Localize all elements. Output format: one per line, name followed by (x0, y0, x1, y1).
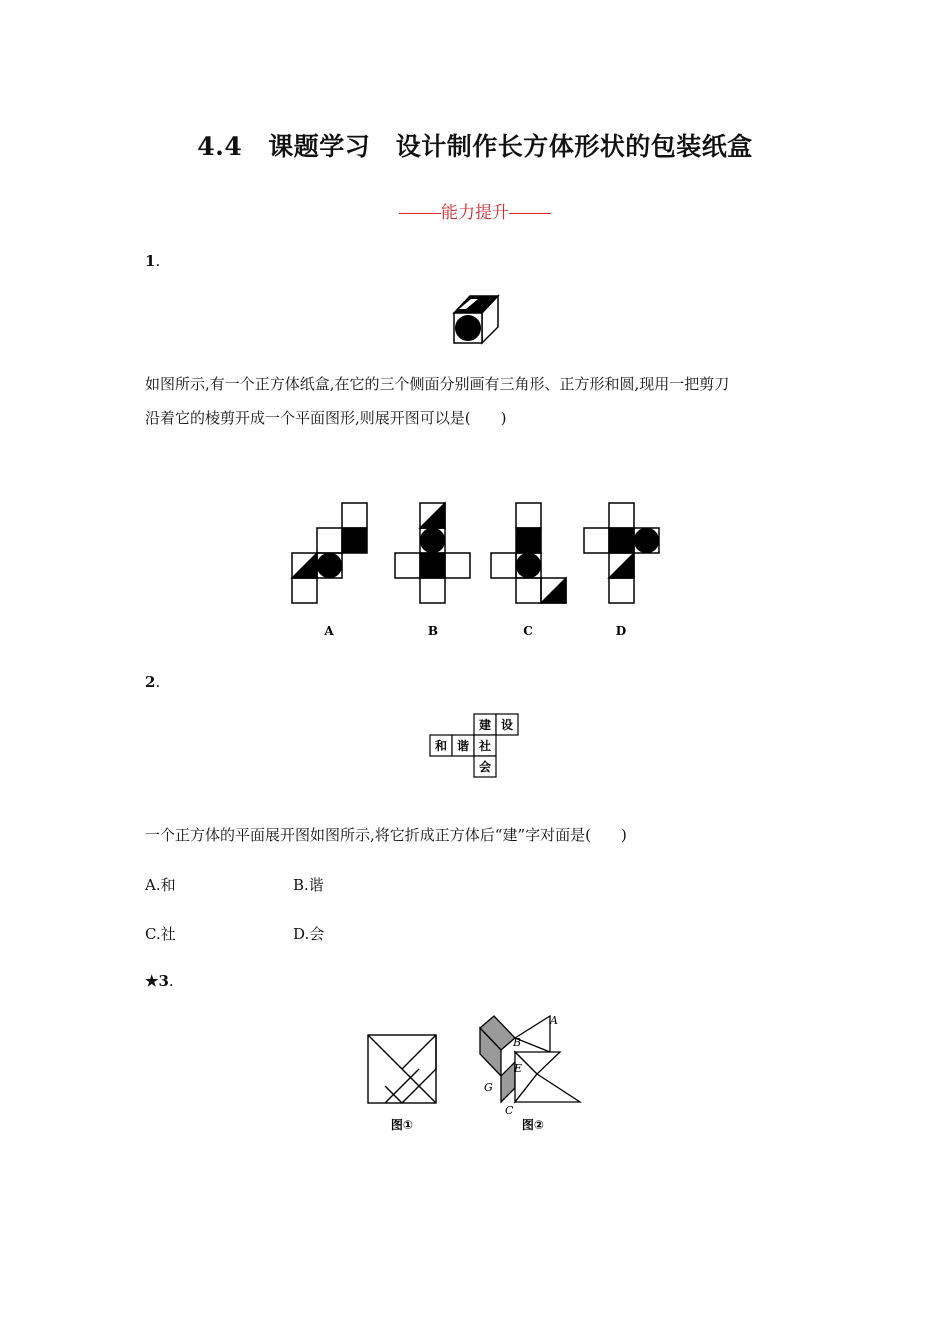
option-d-label: D (615, 624, 627, 638)
option-a-net (292, 503, 367, 603)
net-cell-xie: 谐 (456, 739, 470, 753)
tangram-figure (360, 1010, 600, 1140)
label-g: G (484, 1081, 493, 1094)
net-cell-she2: 社 (478, 739, 492, 753)
label-a: A (550, 1014, 558, 1027)
question-1-text (145, 367, 729, 435)
label-c: C (505, 1104, 514, 1117)
question-1-line-2: 沿着它的棱剪开成一个平面图形,则展开图可以是( ) (145, 409, 507, 427)
caption-figure-1: 图① (390, 1118, 414, 1132)
net-cell-she: 设 (500, 718, 514, 732)
star-icon: ★ (145, 972, 159, 990)
section-header (0, 198, 950, 223)
q1-options-figure (0, 495, 950, 645)
cube-circle (455, 315, 481, 341)
net-cell-he: 和 (434, 739, 448, 753)
tangram-bird (480, 1016, 580, 1102)
caption-figure-2: 图② (521, 1118, 545, 1132)
option-c-label: C (523, 624, 533, 638)
section-rule-right (509, 213, 551, 214)
option-b-label: B (427, 624, 439, 638)
option-c-net (491, 503, 566, 603)
title-text: 课题学习 设计制作长方体形状的包装纸盒 (268, 132, 753, 161)
q2-option-d: D.会 (293, 925, 325, 943)
q2-option-a: A.和 (145, 876, 176, 894)
section-label: 能力提升 (441, 203, 509, 223)
question-3-number: ★3. (145, 972, 174, 990)
cube-figure (450, 292, 502, 348)
section-rule-left (399, 213, 441, 214)
q2-option-c: C.社 (145, 925, 176, 943)
question-1-line-1: 如图所示,有一个正方体纸盒,在它的三个侧面分别画有三角形、正方形和圆,现用一把剪刀 (145, 375, 730, 393)
label-e: E (514, 1062, 523, 1075)
net-cell-jian: 建 (478, 718, 492, 732)
page-title (0, 127, 950, 163)
tangram-square (368, 1035, 436, 1103)
question-2-text: 一个正方体的平面展开图如图所示,将它折成正方体后“建”字对面是( ) (145, 826, 627, 844)
option-b-net (395, 503, 470, 603)
label-b: B (513, 1036, 522, 1049)
option-d-net (584, 503, 659, 603)
question-2-number: 2. (145, 673, 161, 691)
option-a-label: A (324, 624, 334, 638)
question-1-number: 1. (145, 252, 161, 270)
title-number: 4.4 (197, 132, 243, 161)
q2-net-figure (430, 712, 520, 780)
net-cell-hui: 会 (478, 760, 492, 774)
q2-option-b: B.谐 (293, 876, 324, 894)
